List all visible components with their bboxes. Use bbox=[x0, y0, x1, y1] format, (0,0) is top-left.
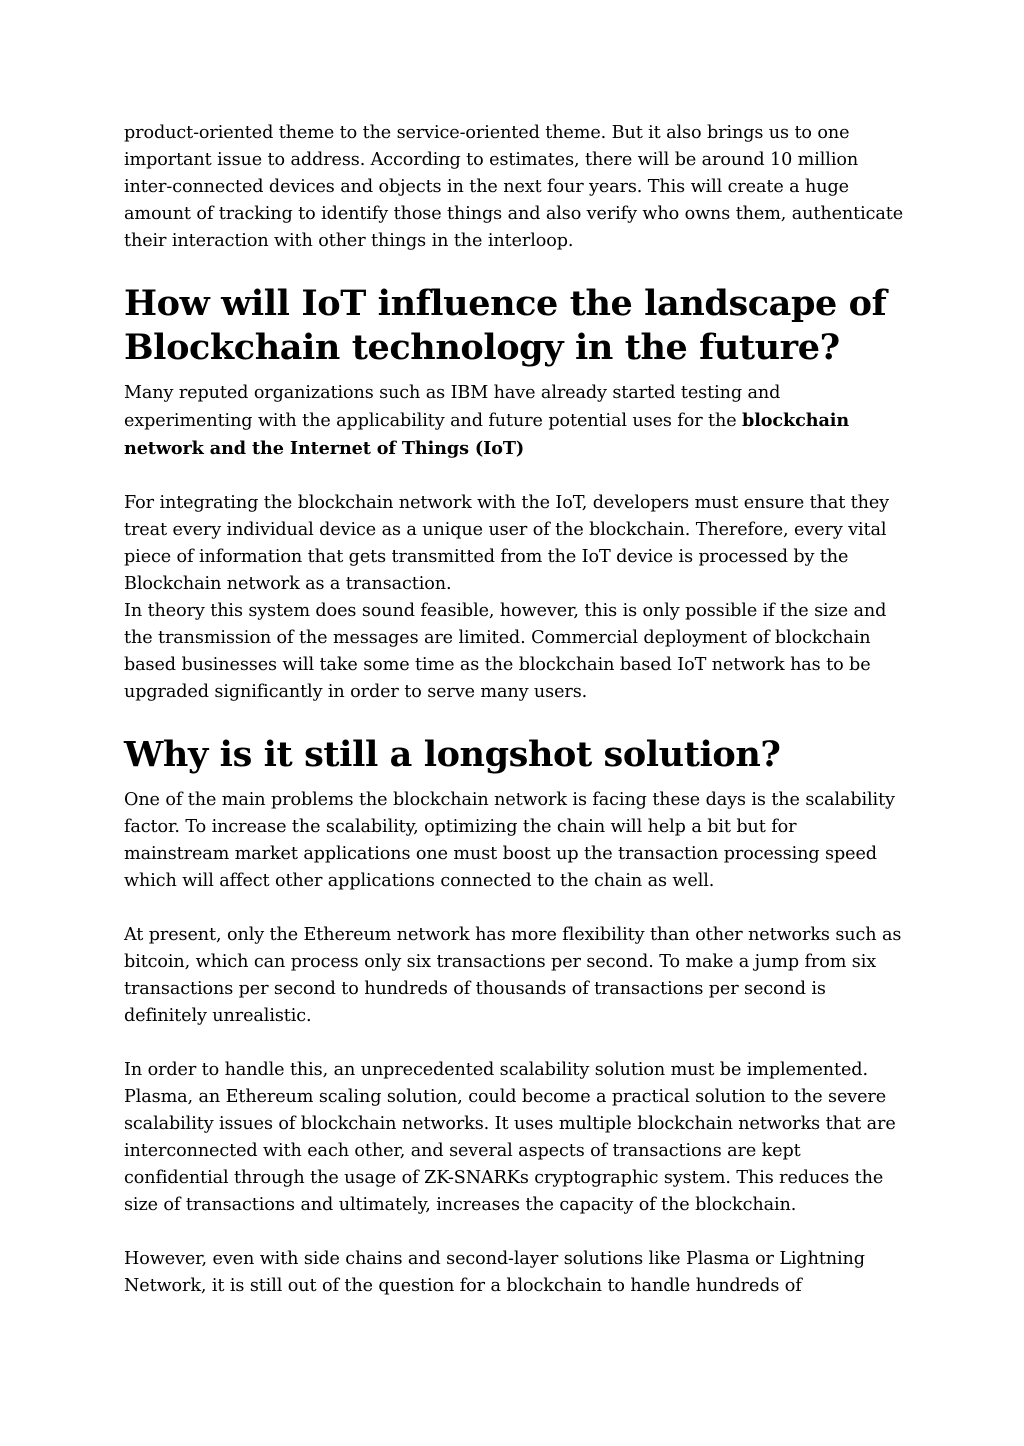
heading-iot-influence: How will IoT influence the landscape of Blockchain technology in the future? bbox=[124, 283, 887, 368]
longshot-paragraph-3: In order to handle this, an unprecedented scalability solution must be implemented. Plasma, an Ethereum scaling solution, could become a practical solution to the severe scalability issues of blockchain networks. It uses multiple blockchain networks that are interconnected with each other, and several aspects of transactions are kept confidential through the usage of ZK-SNARKs cryptographic system. This reduces the size of transactions and ultimately, increases the capacity of the blockchain. bbox=[124, 1060, 896, 1215]
page-content bbox=[124, 120, 904, 1327]
iot-paragraph-1-text: Many reputed organizations such as IBM have already started testing and experimenting with the applicability and future potential uses for the bbox=[124, 383, 781, 431]
longshot-paragraph-4: However, even with side chains and second-layer solutions like Plasma or Lightning Network, it is still out of the question for a blockchain to handle hundreds of bbox=[124, 1249, 865, 1296]
longshot-paragraph-2: At present, only the Ethereum network has more flexibility than other networks such as bitcoin, which can process only six transactions per second. To make a jump from six transactions per second to hundreds of thousands of transactions per second is definitely unrealistic. bbox=[124, 925, 902, 1026]
iot-paragraph-1 bbox=[124, 380, 904, 463]
iot-paragraph-1-bold: blockchain network and the Internet of Things (IoT) bbox=[124, 410, 850, 459]
iot-paragraph-3: In theory this system does sound feasible, however, this is only possible if the size and the transmission of the messages are limited. Commercial deployment of blockchain based businesses will take some time as the blockchain based IoT network has to be upgraded significantly in order to serve many users. bbox=[124, 601, 887, 702]
intro-paragraph: product-oriented theme to the service-oriented theme. But it also brings us to one important issue to address. According to estimates, there will be around 10 million inter-connected devices and objects in the next four years. This will create a huge amount of tracking to identify those things and also verify who owns them, authenticate their interaction with other things in the interloop. bbox=[124, 123, 904, 251]
iot-paragraph-2: For integrating the blockchain network with the IoT, developers must ensure that they treat every individual device as a unique user of the blockchain. Therefore, every vital piece of information that gets transmitted from the IoT device is processed by the Blockchain network as a transaction. bbox=[124, 493, 890, 594]
longshot-paragraph-1: One of the main problems the blockchain network is facing these days is the scalability factor. To increase the scalability, optimizing the chain will help a bit but for mainstream market applications one must boost up the transaction processing speed which will affect other applications connected to the chain as well. bbox=[124, 790, 895, 891]
heading-longshot-solution: Why is it still a longshot solution? bbox=[124, 734, 781, 775]
